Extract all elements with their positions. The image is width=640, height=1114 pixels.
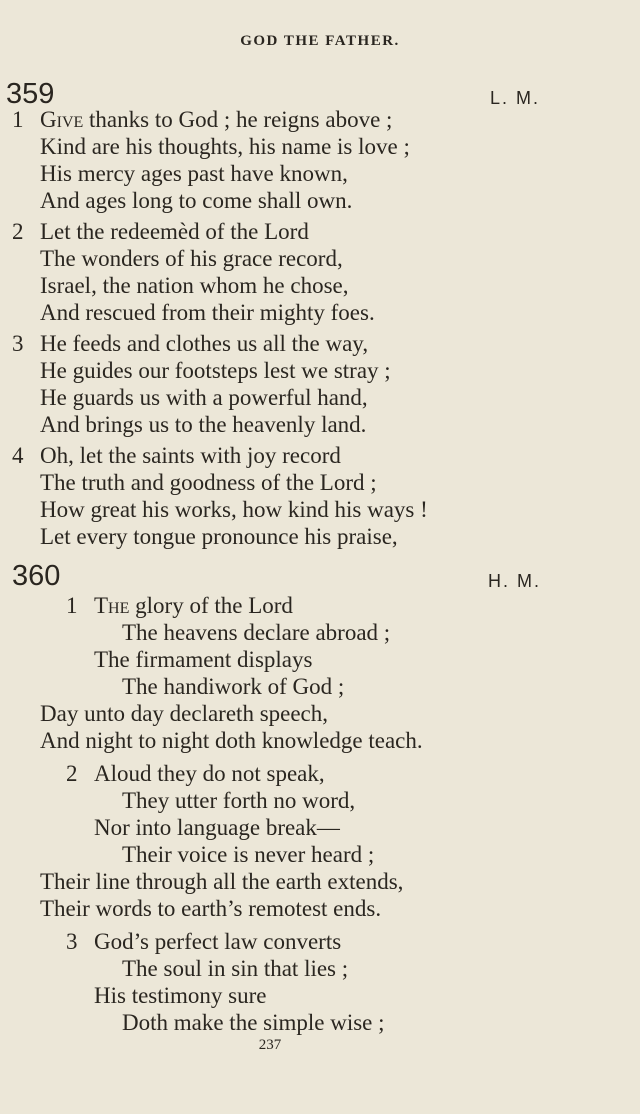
running-header: GOD THE FATHER. (240, 33, 400, 49)
verse-line: The firmament displays (94, 647, 313, 672)
verse-line: The heavens declare abroad ; (122, 620, 391, 645)
verse-line: And ages long to come shall own. (40, 188, 353, 213)
verse-line: Their line through all the earth extends, (40, 869, 404, 894)
verse-number: 2 (12, 219, 24, 244)
verse-line: His testimony sure (94, 983, 267, 1008)
verse-text: Oh, let the saints with joy record (40, 443, 341, 468)
verse-line: Their voice is never heard ; (122, 842, 375, 867)
hymn-number: 359 (6, 78, 55, 110)
verse-text: He feeds and clothes us all the way, (40, 331, 369, 356)
verse-first-line (66, 928, 341, 955)
verse-number: 4 (12, 443, 24, 468)
verse-first-line (12, 218, 309, 245)
verse-number: 3 (12, 331, 24, 356)
verse-text: glory of the Lord (129, 593, 293, 618)
verse-line: Doth make the simple wise ; (122, 1010, 385, 1035)
verse-line: He guides our footsteps lest we stray ; (40, 358, 391, 383)
verse-line: The wonders of his grace record, (40, 246, 343, 271)
hymn-meter: H. M. (488, 571, 541, 591)
verse-line: They utter forth no word, (122, 788, 356, 813)
page-number: 237 (258, 1037, 282, 1053)
verse-line: And night to night doth knowledge teach. (40, 728, 423, 753)
verse-line: The handiwork of God ; (122, 674, 345, 699)
verse-first-line (12, 106, 392, 133)
verse-text: God’s perfect law converts (94, 929, 342, 954)
verse-first-line (12, 330, 368, 357)
verse-first-line (66, 760, 325, 787)
verse-line: And brings us to the heavenly land. (40, 412, 367, 437)
verse-line: He guards us with a powerful hand, (40, 385, 368, 410)
verse-first-line (12, 442, 341, 469)
hymn-meter: L. M. (490, 88, 541, 108)
verse-line: Nor into language break— (94, 815, 340, 840)
verse-text: Aloud they do not speak, (94, 761, 325, 786)
verse-line: Day unto day declareth speech, (40, 701, 329, 726)
hymn-number: 360 (12, 560, 61, 592)
verse-line: His mercy ages past have known, (40, 161, 348, 186)
verse-number: 1 (12, 107, 24, 132)
verse-line: The truth and goodness of the Lord ; (40, 470, 377, 495)
verse-line: Their words to earth’s remotest ends. (40, 896, 382, 921)
verse-initial-word: The (94, 593, 130, 618)
verse-number: 1 (66, 593, 78, 618)
verse-line: Kind are his thoughts, his name is love ; (40, 134, 410, 159)
verse-number: 2 (66, 761, 78, 786)
verse-initial-word: Give (40, 107, 84, 132)
verse-first-line (66, 592, 293, 619)
verse-line: Israel, the nation whom he chose, (40, 273, 349, 298)
verse-text: thanks to God ; he reigns above ; (83, 107, 393, 132)
verse-text: Let the redeemèd of the Lord (40, 219, 309, 244)
verse-line: And rescued from their mighty foes. (40, 300, 375, 325)
verse-number: 3 (66, 929, 78, 954)
verse-line: The soul in sin that lies ; (122, 956, 349, 981)
verse-line: Let every tongue pronounce his praise, (40, 524, 398, 549)
verse-line: How great his works, how kind his ways ! (40, 497, 428, 522)
